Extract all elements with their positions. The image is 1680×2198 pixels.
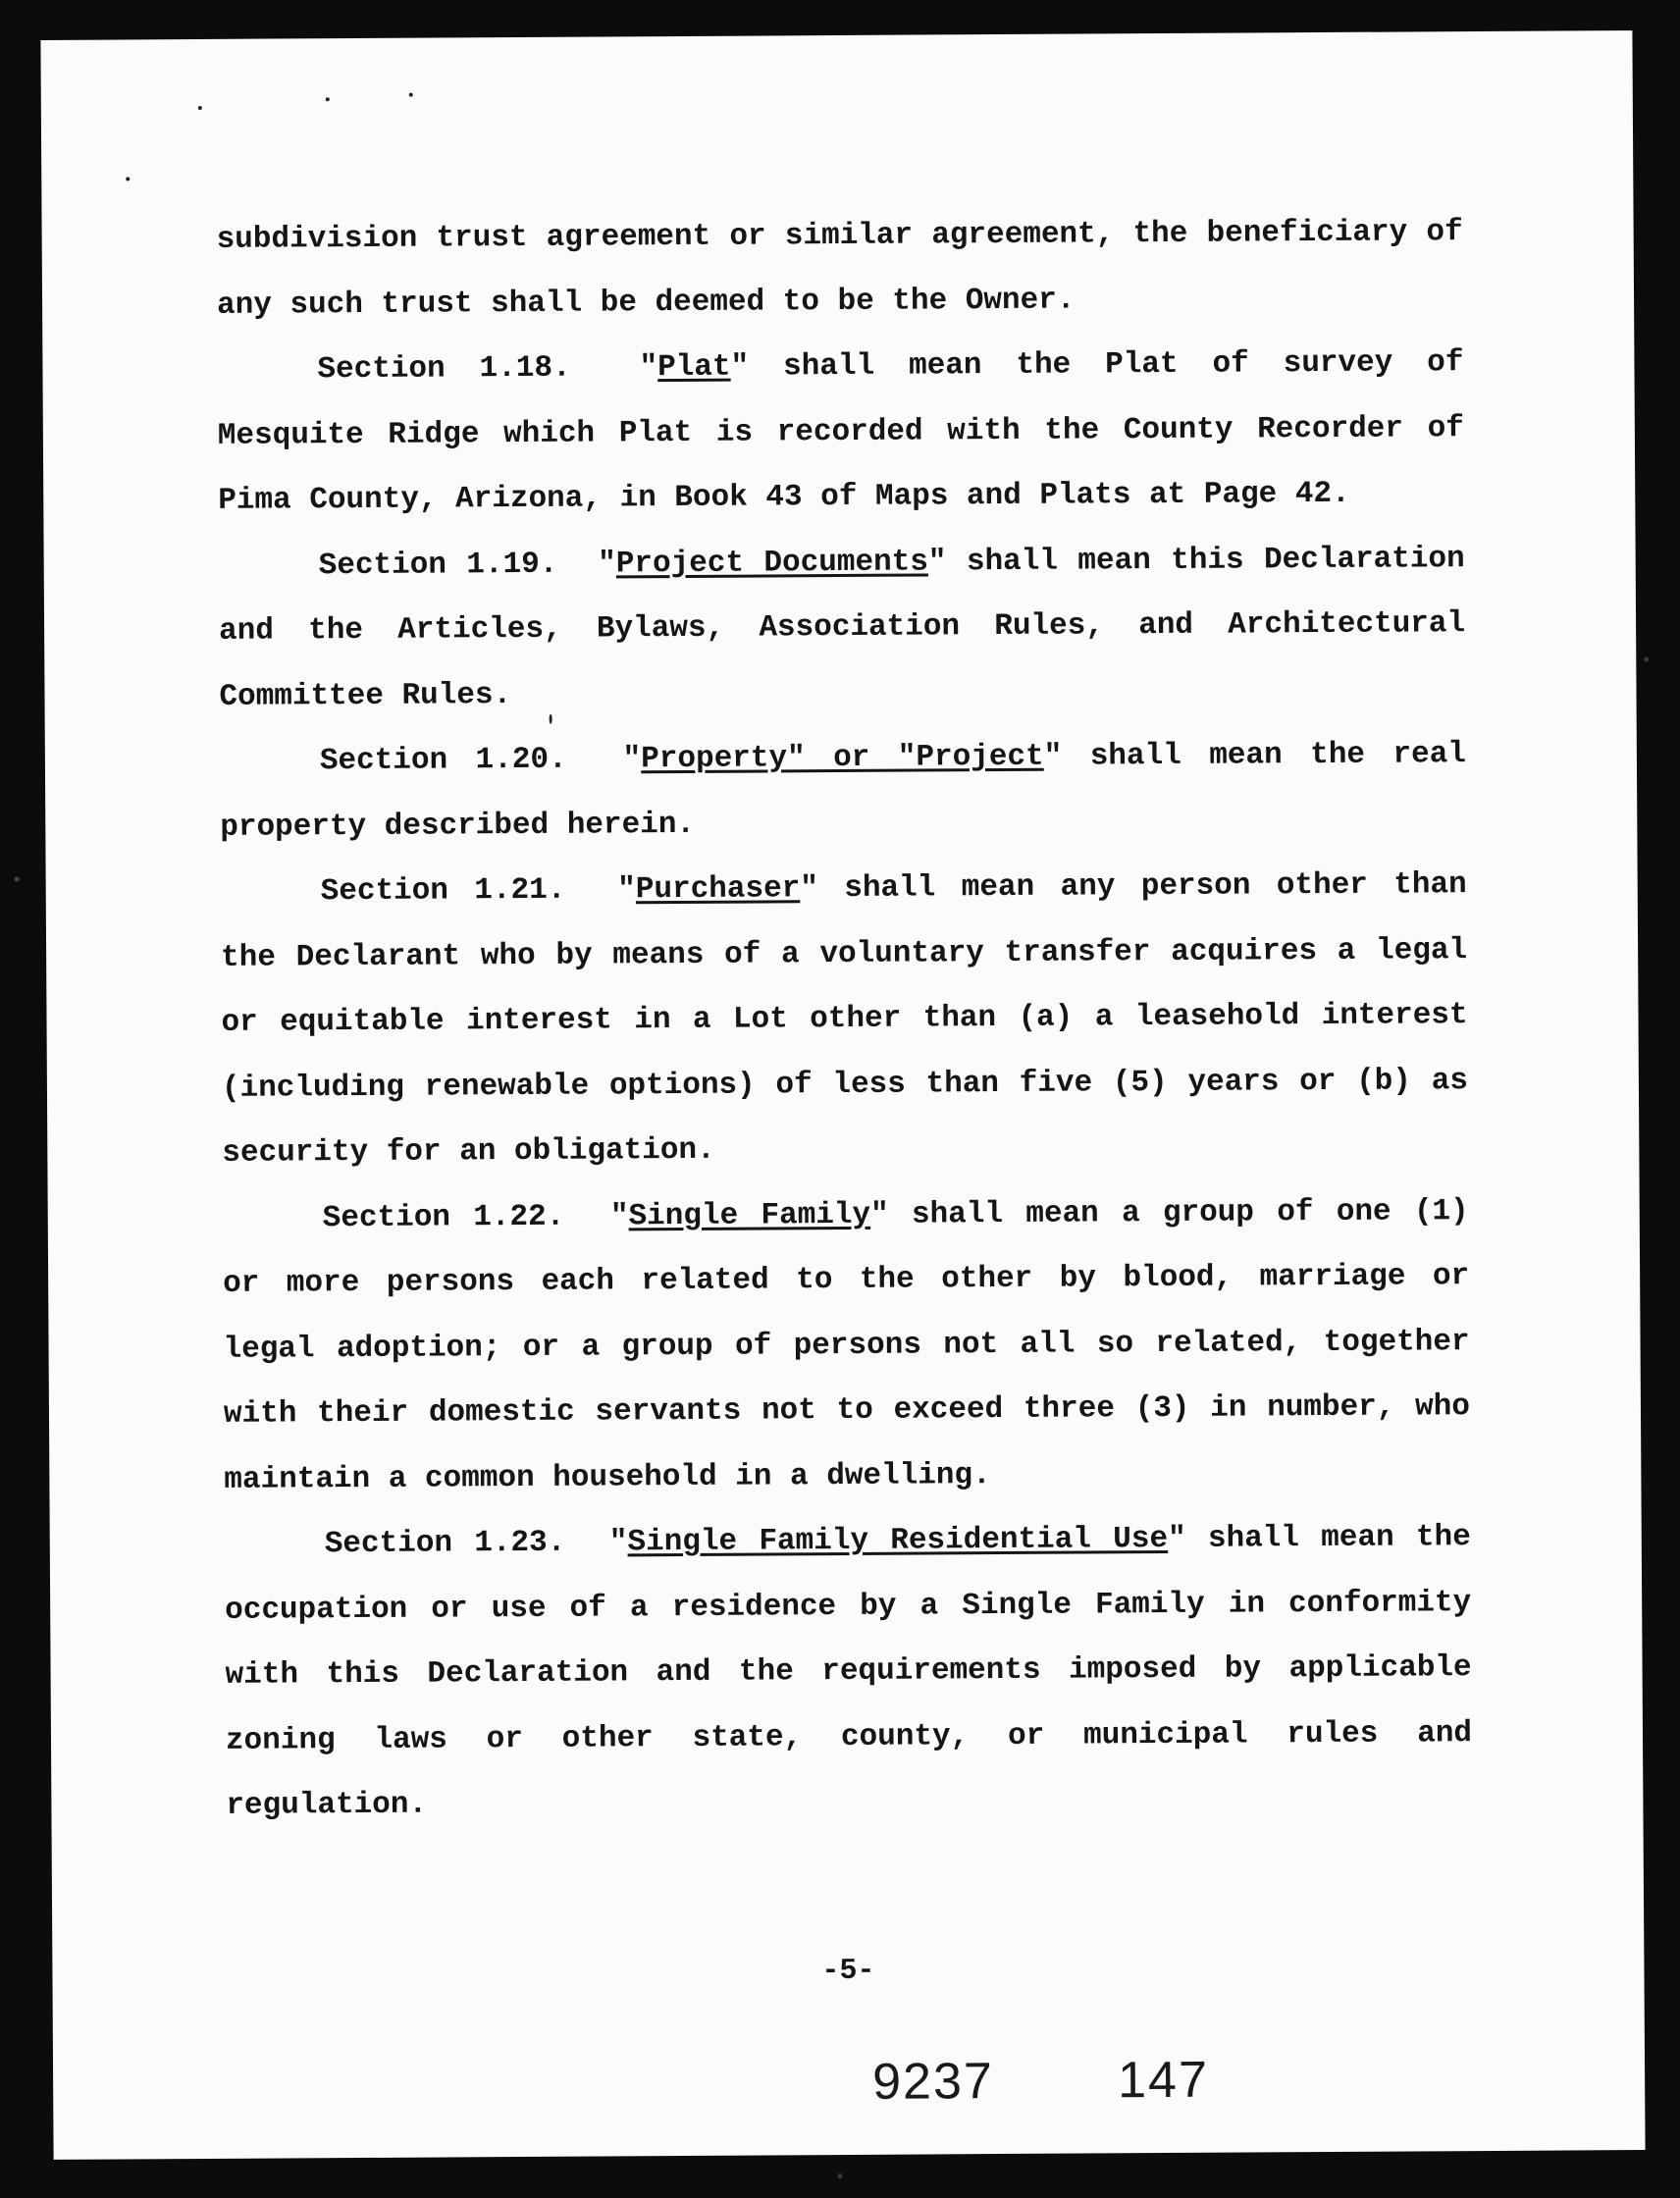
defined-term: Purchaser	[635, 871, 801, 908]
section-number: Section 1.18.	[317, 350, 571, 388]
section-1-19: Section 1.19. "Project Documents" shall mean this Declaration and the Articles, Bylaws, Association Rules, and Architectural Committee Rules.	[218, 541, 1466, 714]
scan-speck	[326, 97, 330, 101]
section-number: Section 1.20.	[319, 742, 567, 779]
section-1-20: Section 1.20. "Property" or "Project" shall mean the real property described herein.	[220, 737, 1466, 845]
scan-speck	[198, 106, 202, 110]
section-1-21: Section 1.21. "Purchaser" shall mean any person other than the Declarant who by means of a voluntary transfer acquires a legal or equitable interest in a Lot other than (a) a leasehold interest (including renewable options) of less than five (5) years or (b) as security for an obligation.	[221, 867, 1469, 1171]
section-number: Section 1.19.	[318, 547, 558, 583]
section-1-18: Section 1.18. "Plat" shall mean the Plat of survey of Mesquite Ridge which Plat is recorded with the County Recorder of Pima County, Arizona, in Book 43 of Maps and Plats at Page 42.	[217, 345, 1464, 518]
defined-term: Property" or "Project	[641, 739, 1044, 777]
section-text: shall mean any person other than the Declarant who by means of a voluntary transfer acquires a legal or equitable interest in a Lot other than (a) a leasehold interest (including renewable options) of less than five (5) years or (b) as security for an obligation.	[221, 867, 1469, 1171]
defined-term: Single Family	[628, 1197, 871, 1233]
paragraph-text: subdivision trust agreement or similar agreement, the beneficiary of any such trust shall be deemed to be the Owner.	[216, 215, 1463, 323]
scan-speck	[409, 93, 413, 97]
section-number: Section 1.22.	[322, 1199, 565, 1235]
section-text: shall mean the Plat of survey of Mesquite Ridge which Plat is recorded with the County Recorder of Pima County, Arizona, in Book 43 of Maps and Plats at Page 42.	[217, 345, 1464, 518]
recording-page-number: 147	[1117, 2051, 1210, 2110]
paragraph-continuation	[216, 200, 1463, 339]
defined-term: Single Family Residential Use	[627, 1521, 1169, 1560]
section-number: Section 1.21.	[320, 872, 566, 910]
section-text: shall mean the occupation or use of a residence by a Single Family in conformity with this Declaration and the requirements imposed by applicable zoning laws or other state, county, or municipal rules and regulation.	[225, 1520, 1473, 1823]
section-1-22: Section 1.22. "Single Family" shall mean a group of one (1) or more persons each related to the other by blood, marriage or legal adoption; or a group of persons not all so related, together with their domestic servants not to exceed three (3) in number, who maintain a common household in a dwelling.	[223, 1193, 1471, 1497]
section-1-23: Section 1.23. "Single Family Residential Use" shall mean the occupation or use of a residence by a Single Family in conformity with this Declaration and the requirements imposed by applicable zoning laws or other state, county, or municipal rules and regulation.	[225, 1520, 1473, 1823]
scan-speck	[126, 177, 130, 181]
section-text: shall mean this Declaration and the Articles, Bylaws, Association Rules, and Architectural Committee Rules.	[218, 541, 1466, 714]
defined-term: Plat	[657, 349, 731, 386]
recording-book-number: 9237	[871, 2053, 995, 2111]
body-text	[216, 200, 1472, 1839]
section-text: shall mean the real property described herein.	[220, 737, 1466, 845]
section-text: shall mean a group of one (1) or more persons each related to the other by blood, marriage or legal adoption; or a group of persons not all so related, together with their domestic servants not to exceed three (3) in number, who maintain a common household in a dwelling.	[223, 1193, 1471, 1497]
section-number: Section 1.23.	[324, 1525, 566, 1562]
page-number: -5-	[821, 1954, 875, 1989]
defined-term: Project Documents	[615, 544, 928, 581]
document-page	[40, 30, 1645, 2160]
